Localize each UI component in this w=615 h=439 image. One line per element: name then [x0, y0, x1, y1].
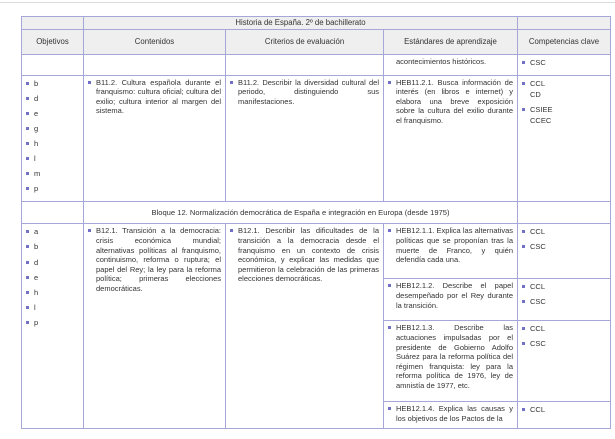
block12-standard-cell-3 — [384, 321, 518, 402]
table-title: Historia de España. 2º de bachillerato — [84, 17, 518, 30]
objetivo-item: l — [26, 154, 79, 164]
block11-criterios-cell — [226, 75, 384, 202]
column-header-estandares: Estándares de aprendizaje — [384, 30, 518, 55]
objetivo-item: b — [26, 79, 79, 89]
objetivo-item: b — [26, 242, 79, 252]
block12-objetivos-cell — [22, 224, 84, 429]
objetivo-item: l — [26, 303, 79, 313]
competencia-item: CSC — [522, 297, 606, 307]
competencia-item: CSC — [522, 242, 606, 252]
block12-banner-row — [22, 202, 611, 224]
carryover-objetivos-empty — [22, 55, 84, 76]
block11-criterios-text: B11.2. Describir la diversidad cultural del periodo, distinguiendo sus manifestaciones. — [230, 78, 379, 107]
block11-contenidos-cell — [84, 75, 226, 202]
competencia-item: CCL — [522, 227, 606, 237]
block12-competencias-cell-1 — [518, 224, 611, 279]
carryover-standard-text: acontecimientos históricos. — [396, 57, 487, 66]
column-header-competencias: Competencias clave — [518, 30, 611, 55]
objetivo-item: g — [26, 124, 79, 134]
table-title-row — [22, 17, 611, 30]
objetivo-item: d — [26, 258, 79, 268]
competencia-item: CSC — [522, 58, 606, 68]
block12-banner-text: Bloque 12. Normalización democrática de España e integración en Europa (desde 1975) — [84, 202, 518, 224]
objetivo-item: p — [26, 184, 79, 194]
block12-competencias-cell-3 — [518, 321, 611, 402]
block12-criterios-text: B12.1. Describir las dificultades de la transición a la democracia desde el franquismo en un contexto de crisis económica, y explicar las medidas que permitieron la celebración de las primeras elecciones democráticas. — [230, 226, 379, 284]
objetivo-item: m — [26, 169, 79, 179]
block11-competencias-cell — [518, 75, 611, 202]
curriculum-table — [21, 16, 611, 429]
block12-contenidos-text: B12.1. Transición a la democracia: crisis económica mundial; alternativas políticas al franquismo, continuismo, reforma o ruptura; el papel del Rey; la ley para la reforma política; primeras elecciones democráticas. — [88, 226, 221, 293]
objetivo-item: p — [26, 318, 79, 328]
objetivo-item: d — [26, 94, 79, 104]
block12-standard-cell-4 — [384, 402, 518, 429]
competencia-item-continuation: CD — [530, 90, 541, 100]
block12-standard-row-1 — [22, 224, 611, 279]
objetivo-item: e — [26, 109, 79, 119]
carryover-criterios-empty — [226, 55, 384, 76]
competencia-item: CSIEE — [522, 105, 606, 115]
objetivo-item: h — [26, 139, 79, 149]
column-header-contenidos: Contenidos — [84, 30, 226, 55]
block12-contenidos-cell — [84, 224, 226, 429]
block11-contenidos-text: B11.2. Cultura española durante el franquismo: cultura oficial; cultura del exilio; cultura interior al margen del sistema. — [88, 78, 221, 116]
competencia-item: CCL — [522, 324, 606, 334]
block12-competencias-cell-4 — [518, 402, 611, 429]
column-header-row — [22, 30, 611, 55]
block11-estandares-cell — [384, 75, 518, 202]
standard-text: HEB12.1.1. Explica las alternativas políticas que se proponían tras la muerte de Franco, y quién defendía cada una. — [388, 226, 513, 264]
standard-text: HEB12.1.4. Explica las causas y los objetivos de los Pactos de la — [388, 404, 513, 423]
objetivo-item: h — [26, 288, 79, 298]
block11-row — [22, 75, 611, 202]
competencia-item: CCL — [522, 79, 606, 89]
objetivo-item: a — [26, 227, 79, 237]
block12-standard-cell-2 — [384, 279, 518, 321]
carryover-standard-cell — [384, 55, 518, 76]
banner-empty-right — [518, 202, 611, 224]
block11-objetivos-cell — [22, 75, 84, 202]
competencia-item-continuation: CCEC — [530, 116, 552, 126]
competencia-item: CCL — [522, 405, 606, 415]
carryover-contenidos-empty — [84, 55, 226, 76]
carryover-competencias-cell — [518, 55, 611, 76]
curriculum-table-wrapper — [21, 16, 611, 429]
column-header-criterios: Criterios de evaluación — [226, 30, 384, 55]
banner-empty-left — [22, 202, 84, 224]
standard-text: HEB12.1.2. Describe el papel desempeñado por el Rey durante la transición. — [388, 281, 513, 310]
page-top-rule — [0, 2, 615, 3]
block12-competencias-cell-2 — [518, 279, 611, 321]
carryover-row — [22, 55, 611, 76]
competencia-item: CCL — [522, 282, 606, 292]
block12-criterios-cell — [226, 224, 384, 429]
competencia-item: CSC — [522, 339, 606, 349]
objetivo-item: e — [26, 273, 79, 283]
standard-text: HEB12.1.3. Describe las actuaciones impulsadas por el presidente de Gobierno Adolfo Suárez para la reforma política del régimen franquista: ley para la reforma política de 1976, ley de amnistía de 1977, etc. — [388, 323, 513, 390]
title-row-empty-right — [518, 17, 611, 30]
block11-estandar-text: HEB11.2.1. Busca información de interés (en libros e internet) y elabora una breve exposición sobre la cultura del exilio durante el franquismo. — [388, 78, 513, 126]
title-row-empty-left — [22, 17, 84, 30]
column-header-objetivos: Objetivos — [22, 30, 84, 55]
block12-standard-cell-1 — [384, 224, 518, 279]
